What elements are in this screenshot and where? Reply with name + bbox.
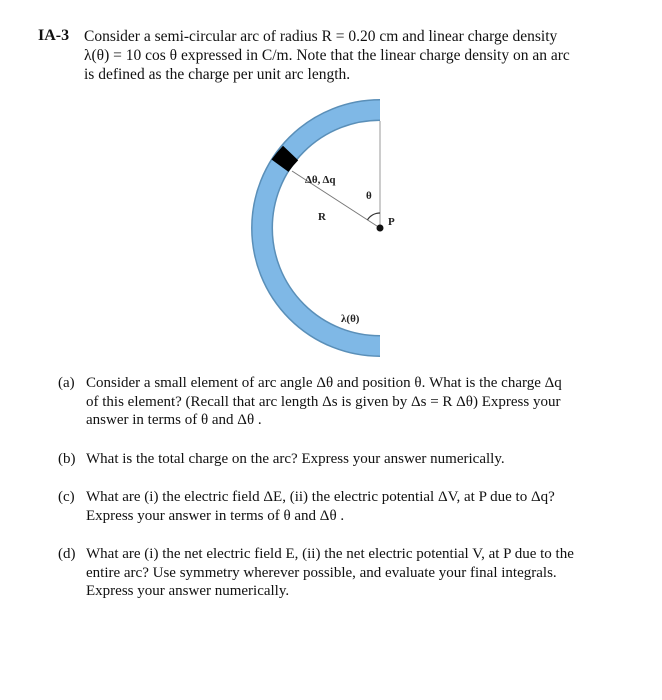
- part-label: (b): [58, 451, 76, 467]
- part-text: [86, 374, 626, 430]
- part-line: What is the total charge on the arc? Express your answer numerically.: [86, 451, 505, 467]
- charged-arc: [262, 110, 380, 346]
- charged-arc-fill: [262, 110, 380, 346]
- part-line: entire arc? Use symmetry wherever possible, and evaluate your final integrals.: [86, 564, 557, 581]
- part-line: What are (i) the net electric field E, (ii) the net electric potential V, at P due to the: [86, 546, 574, 562]
- point-p-label: P: [388, 216, 395, 228]
- point-p: [377, 225, 384, 232]
- part-line: answer in terms of θ and Δθ .: [86, 412, 262, 428]
- part-text: [86, 488, 626, 525]
- arc-element: [280, 153, 291, 166]
- part-line: of this element? (Recall that arc length Δs is given by Δs = R Δθ) Express your: [86, 393, 561, 410]
- part-line: What are (i) the electric field ΔE, (ii) the electric potential ΔV, at P due to Δq?: [86, 489, 555, 505]
- theta-label: θ: [366, 190, 372, 202]
- statement-line: Consider a semi-circular arc of radius R = 0.20 cm and linear charge density: [84, 28, 558, 45]
- statement-line: is defined as the charge per unit arc length.: [84, 66, 351, 83]
- part-text: [86, 450, 626, 469]
- part-label: (a): [58, 375, 75, 391]
- problem-id: IA-3: [38, 27, 70, 44]
- part-line: Express your answer numerically.: [86, 583, 290, 599]
- part-line: Express your answer in terms of θ and Δθ .: [86, 507, 345, 524]
- delta-label: Δθ, Δq: [305, 174, 336, 186]
- radius-label: R: [318, 211, 326, 223]
- lambda-label: λ(θ): [341, 313, 360, 325]
- part-label: (d): [58, 546, 76, 562]
- part-label: (c): [58, 489, 75, 505]
- theta-angle-arc: [368, 213, 381, 220]
- part-text: [86, 545, 626, 601]
- statement-line: λ(θ) = 10 cos θ expressed in C/m. Note that the linear charge density on an arc: [84, 47, 570, 64]
- part-line: Consider a small element of arc angle Δθ and position θ. What is the charge Δq: [86, 375, 562, 391]
